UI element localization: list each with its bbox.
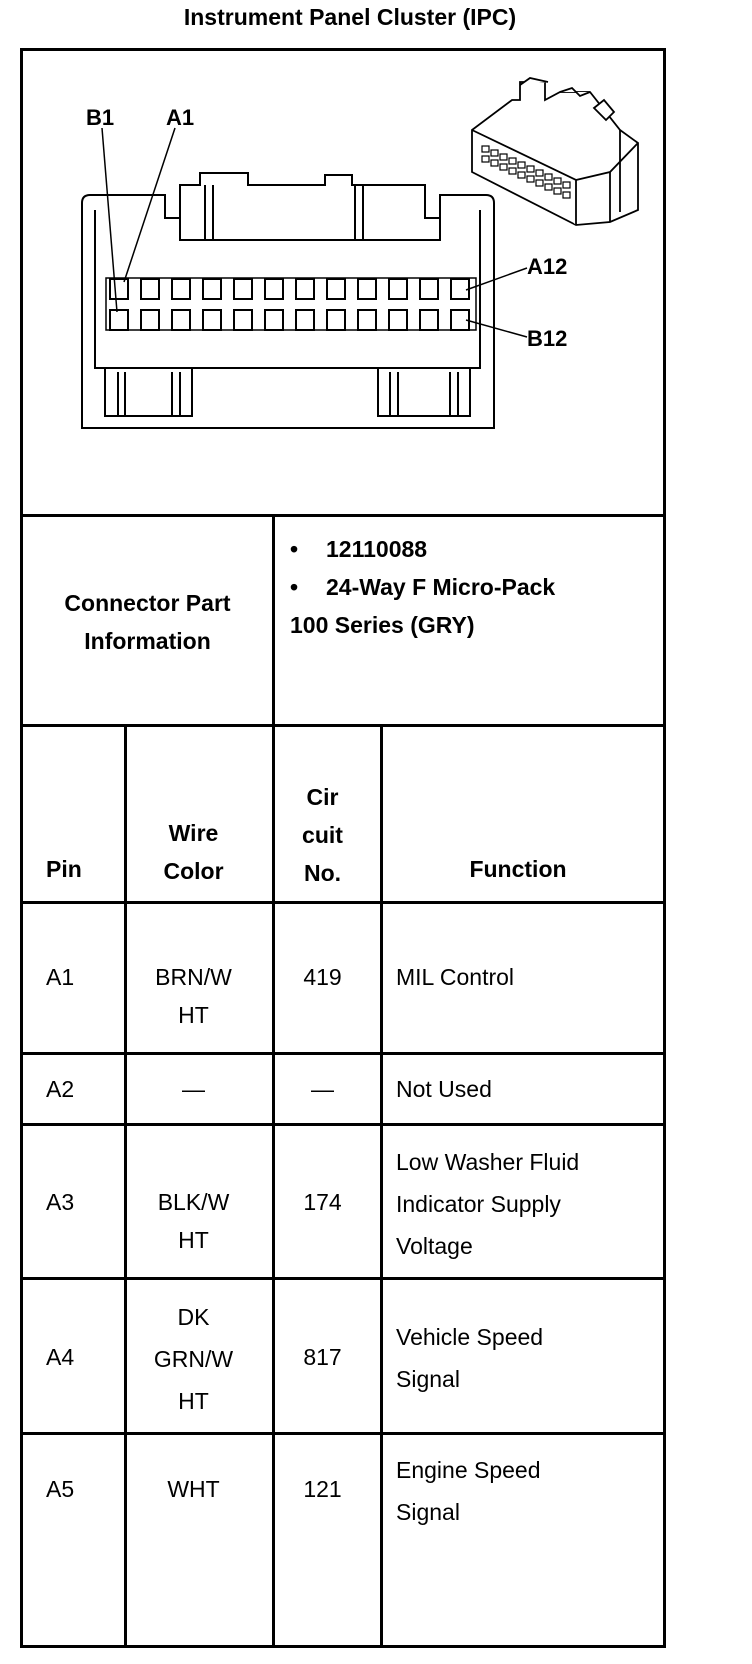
row-a4-circuit: 817 [303, 1344, 342, 1370]
divider-connector-info [20, 724, 666, 727]
row-a3-wire: BLK/W HT [157, 1189, 230, 1253]
connector-3d-thumbnail [472, 78, 638, 225]
divider-row-a2 [20, 1123, 666, 1126]
row-a2-function: Not Used [396, 1076, 492, 1102]
row-a5-pin: A5 [46, 1476, 75, 1502]
row-a4-pin: A4 [46, 1344, 75, 1370]
pin-row-a [110, 279, 469, 299]
row-a3-circuit: 174 [303, 1189, 342, 1215]
connector-description: 24-Way F Micro-Pack [326, 574, 556, 600]
row-a5-circuit: 121 [303, 1476, 342, 1502]
leader-a1 [124, 128, 175, 282]
row-a4-wire: DK GRN/W HT [153, 1304, 234, 1414]
row-a2-circuit: — [311, 1076, 334, 1102]
row-a4-function: Vehicle Speed Signal [396, 1324, 544, 1392]
divider-header [20, 901, 666, 904]
label-a1: A1 [166, 105, 195, 130]
divider-row-a4 [20, 1432, 666, 1435]
pin-row-b [110, 310, 469, 330]
row-a3-pin: A3 [46, 1189, 75, 1215]
leader-b12 [466, 320, 527, 337]
row-a1-pin: A1 [46, 964, 75, 990]
header-wire-color: Wire Color [163, 820, 224, 884]
leader-a12 [466, 268, 527, 290]
row-a5-wire: WHT [167, 1476, 220, 1502]
row-a3-function: Low Washer Fluid Indicator Supply Voltage [396, 1149, 580, 1259]
row-a1-circuit: 419 [303, 964, 342, 990]
row-a5-function: Engine Speed Signal [396, 1457, 541, 1525]
row-a2-pin: A2 [46, 1076, 75, 1102]
header-function: Function [469, 856, 567, 882]
header-pin: Pin [46, 856, 82, 882]
label-b1: B1 [86, 105, 115, 130]
connector-diagram [23, 51, 663, 515]
label-b12: B12 [527, 326, 568, 351]
page-title: Instrument Panel Cluster (IPC) [183, 4, 517, 30]
row-a1-wire: BRN/W HT [155, 964, 232, 1028]
row-a1-function: MIL Control [396, 964, 515, 990]
row-a2-wire: — [182, 1076, 205, 1102]
header-circuit-no: Cir cuit No. [302, 784, 343, 886]
divider-diagram [20, 514, 666, 517]
connector-housing [82, 173, 494, 428]
part-number: 12110088 [326, 536, 428, 562]
divider-row-a1 [20, 1052, 666, 1055]
label-a12: A12 [527, 254, 568, 279]
connector-info-label: Connector Part Information [64, 590, 231, 654]
divider-row-a3 [20, 1277, 666, 1280]
connector-info-values: • 12110088 • 24-Way F Micro-Pack 100 Series (GRY) [290, 536, 556, 638]
